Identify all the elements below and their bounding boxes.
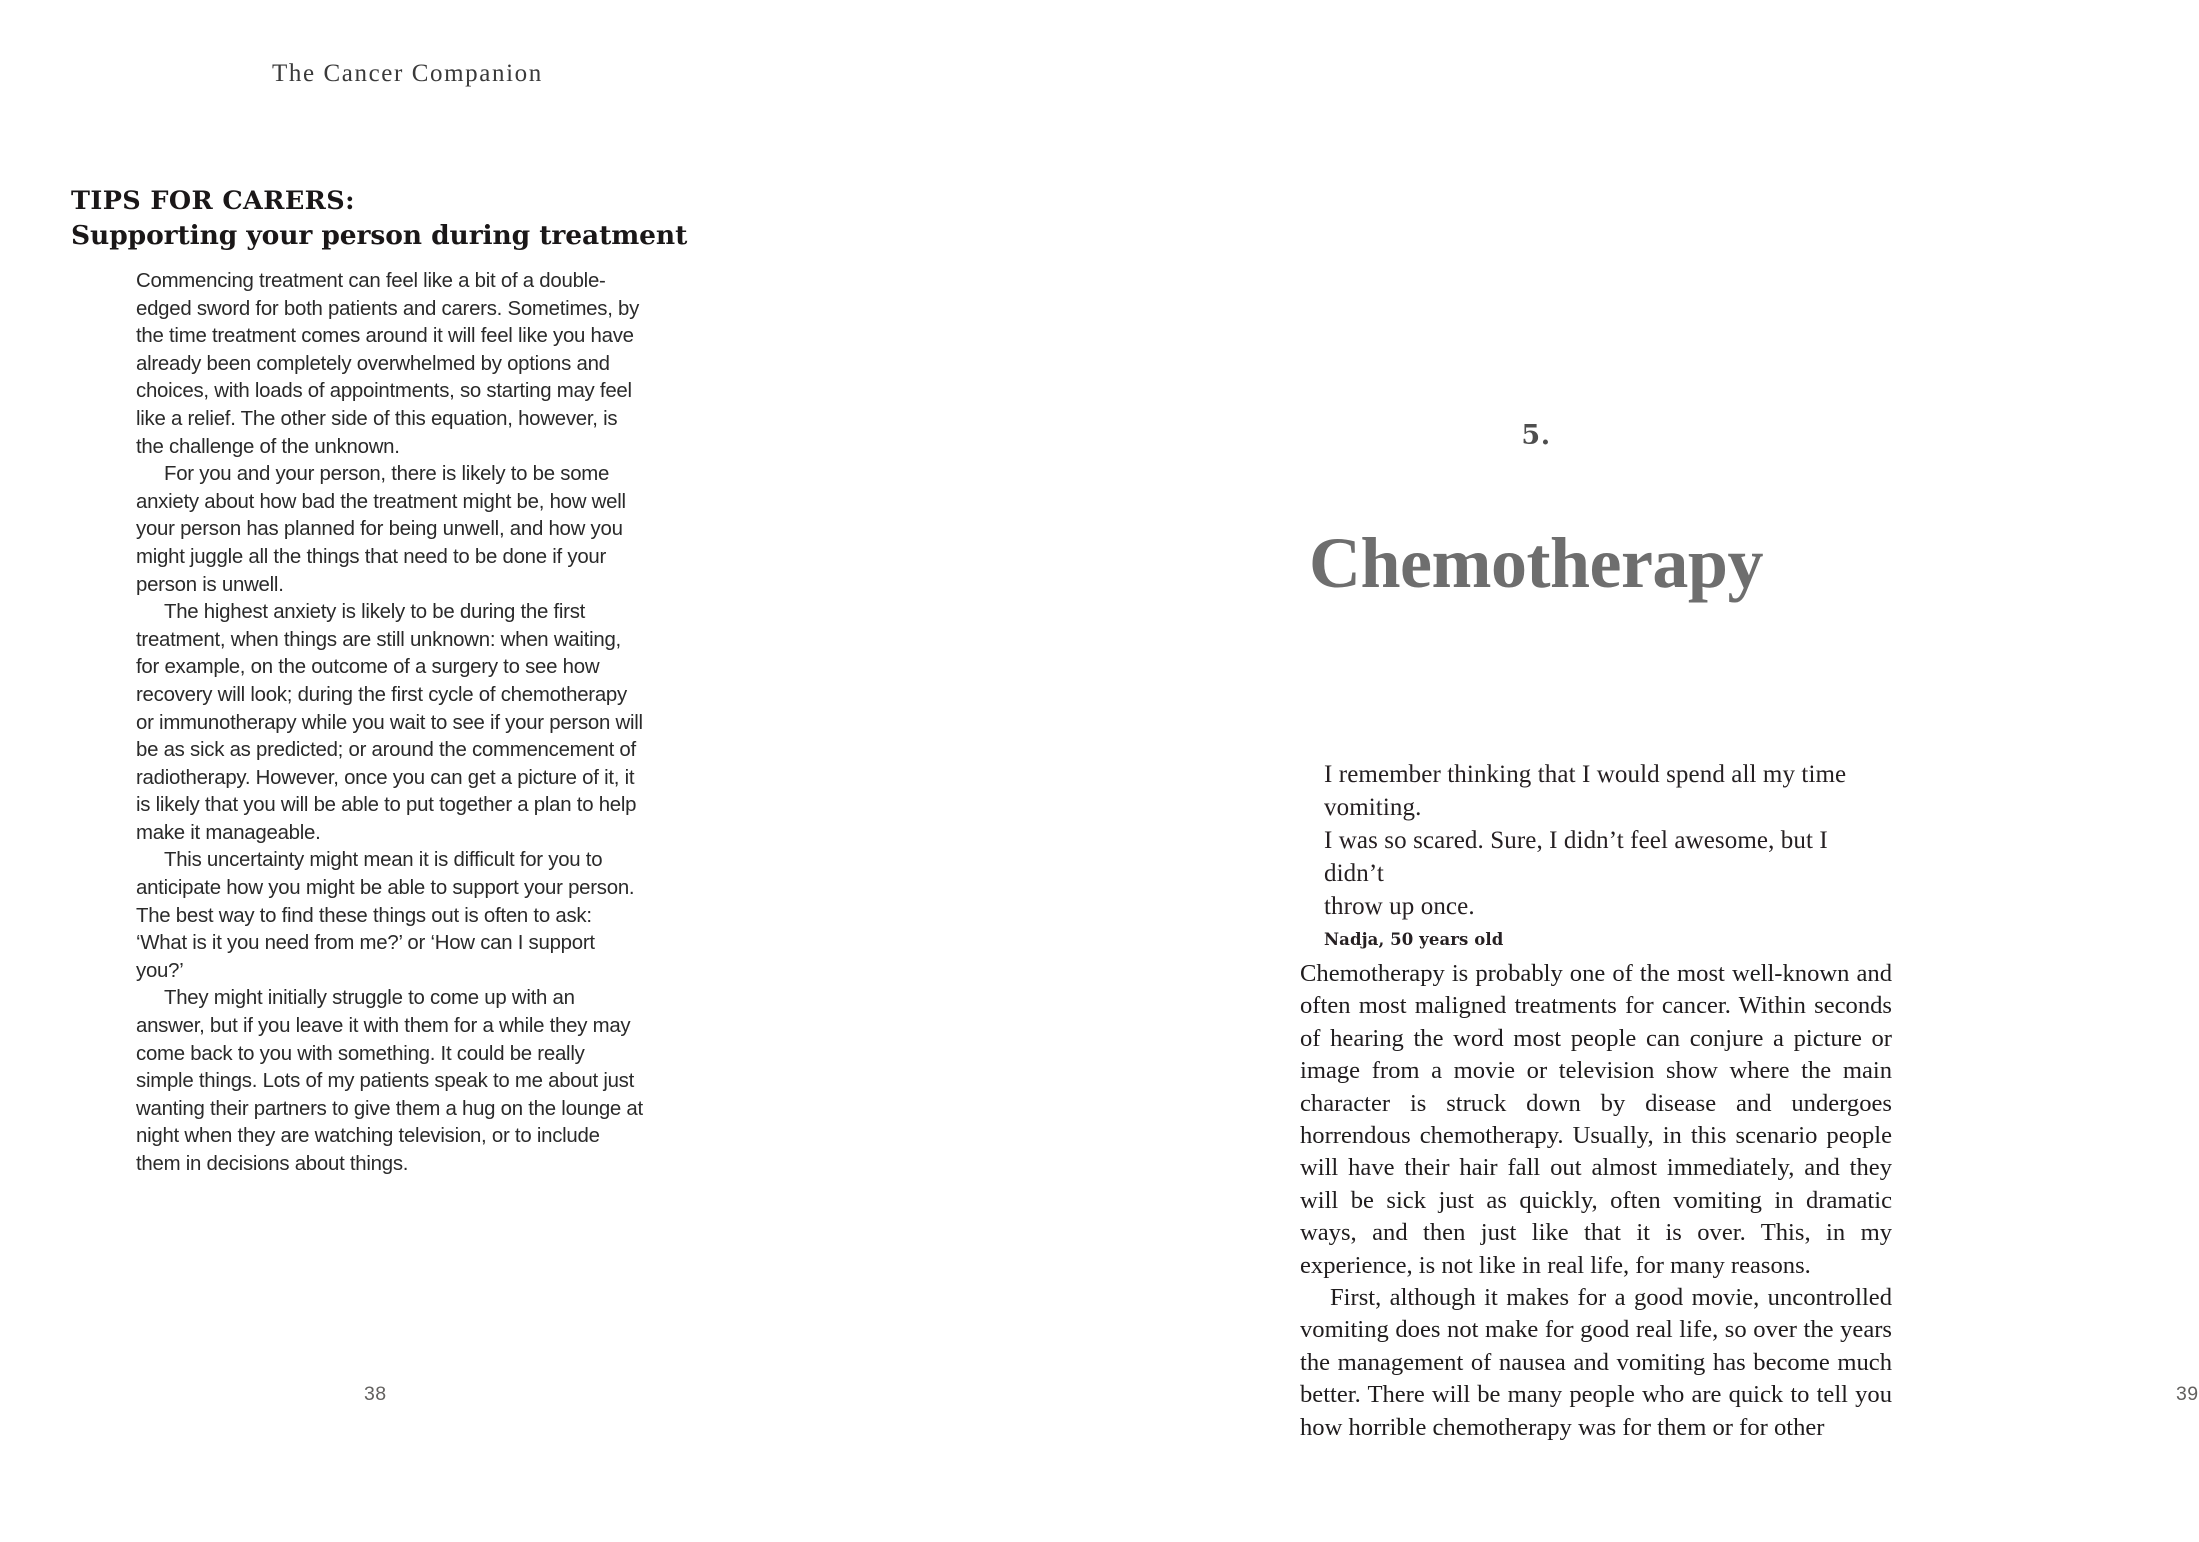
page-number-verso: 38: [364, 1383, 387, 1405]
running-head: The Cancer Companion: [272, 60, 543, 87]
recto-body-text: [1300, 958, 1892, 1444]
pull-quote-line-2: I was so scared. Sure, I didn’t feel awesome, but I didn’t: [1324, 827, 1828, 887]
verso-paragraph-1: Commencing treatment can feel like a bit of a double-edged sword for both patients and carers. Sometimes, by the time treatment comes around it will feel like you have already been completely overwhelmed by options and choices, with loads of appointments, so starting may feel like a relief. The other side of this equation, however, is the challenge of the unknown.: [136, 270, 640, 458]
verso-page: [0, 0, 1024, 1542]
recto-paragraph-1: Chemotherapy is probably one of the most well-known and often most maligned treatments for cancer. Within seconds of hearing the word most people can conjure a picture or image from a movie or television show where the main character is struck down by disease and undergoes horrendous chemotherapy. Usually, in this scenario people will have their hair fall out almost immediately, and they will be sick just as quickly, often vomiting in dramatic ways, and then just like that it is over. This, in my experience, is not like in real life, for many reasons.: [1300, 960, 1892, 1279]
recto-page: [1024, 0, 2199, 1542]
pull-quote-attribution: Nadja, 50 years old: [1324, 930, 1504, 949]
recto-paragraph-2: First, although it makes for a good movie, uncontrolled vomiting does not make for good real life, so over the years the management of nausea and vomiting has become much better. There will be many people who are quick to tell you how horrible chemotherapy was for them or for other: [1300, 1284, 1892, 1441]
pull-quote: [1324, 758, 1884, 955]
page-number-recto: 39: [2176, 1383, 2199, 1405]
tips-for-carers-heading: [71, 186, 691, 252]
chapter-number: 5.: [1521, 420, 1551, 451]
pull-quote-line-1: I remember thinking that I would spend all my time vomiting.: [1324, 761, 1847, 821]
verso-paragraph-4: This uncertainty might mean it is difficult for you to anticipate how you might be able to support your person. The best way to find these things out is often to ask: ‘What is it you need from me?’ or ‘How can I support you?’: [136, 849, 635, 982]
verso-paragraph-3: The highest anxiety is likely to be during the first treatment, when things are still unknown: when waiting, for example, on the outcome of a surgery to see how recovery will look; during the first cycle of chemotherapy or immunotherapy while you wait to see if your person will be as sick as predicted; or around the commencement of radiotherapy. However, once you can get a picture of it, it is likely that you will be able to put together a plan to help make it manageable.: [136, 601, 643, 844]
tips-heading-line-1: TIPS FOR CARERS:: [71, 186, 355, 216]
verso-paragraph-2: For you and your person, there is likely to be some anxiety about how bad the treatment might be, how well your person has planned for being unwell, and how you might juggle all the things that need to be done if your person is unwell.: [136, 463, 626, 596]
chapter-title: Chemotherapy: [1309, 523, 1763, 604]
tips-heading-line-2: Supporting your person during treatment: [71, 220, 688, 252]
pull-quote-line-3: throw up once.: [1324, 893, 1475, 920]
verso-paragraph-5: They might initially struggle to come up with an answer, but if you leave it with them for a while they may come back to you with something. It could be really simple things. Lots of my patients speak to me about just wanting their partners to give them a hug on the lounge at night when they are watching television, or to include them in decisions about things.: [136, 987, 643, 1175]
verso-body-text: [136, 268, 646, 1179]
